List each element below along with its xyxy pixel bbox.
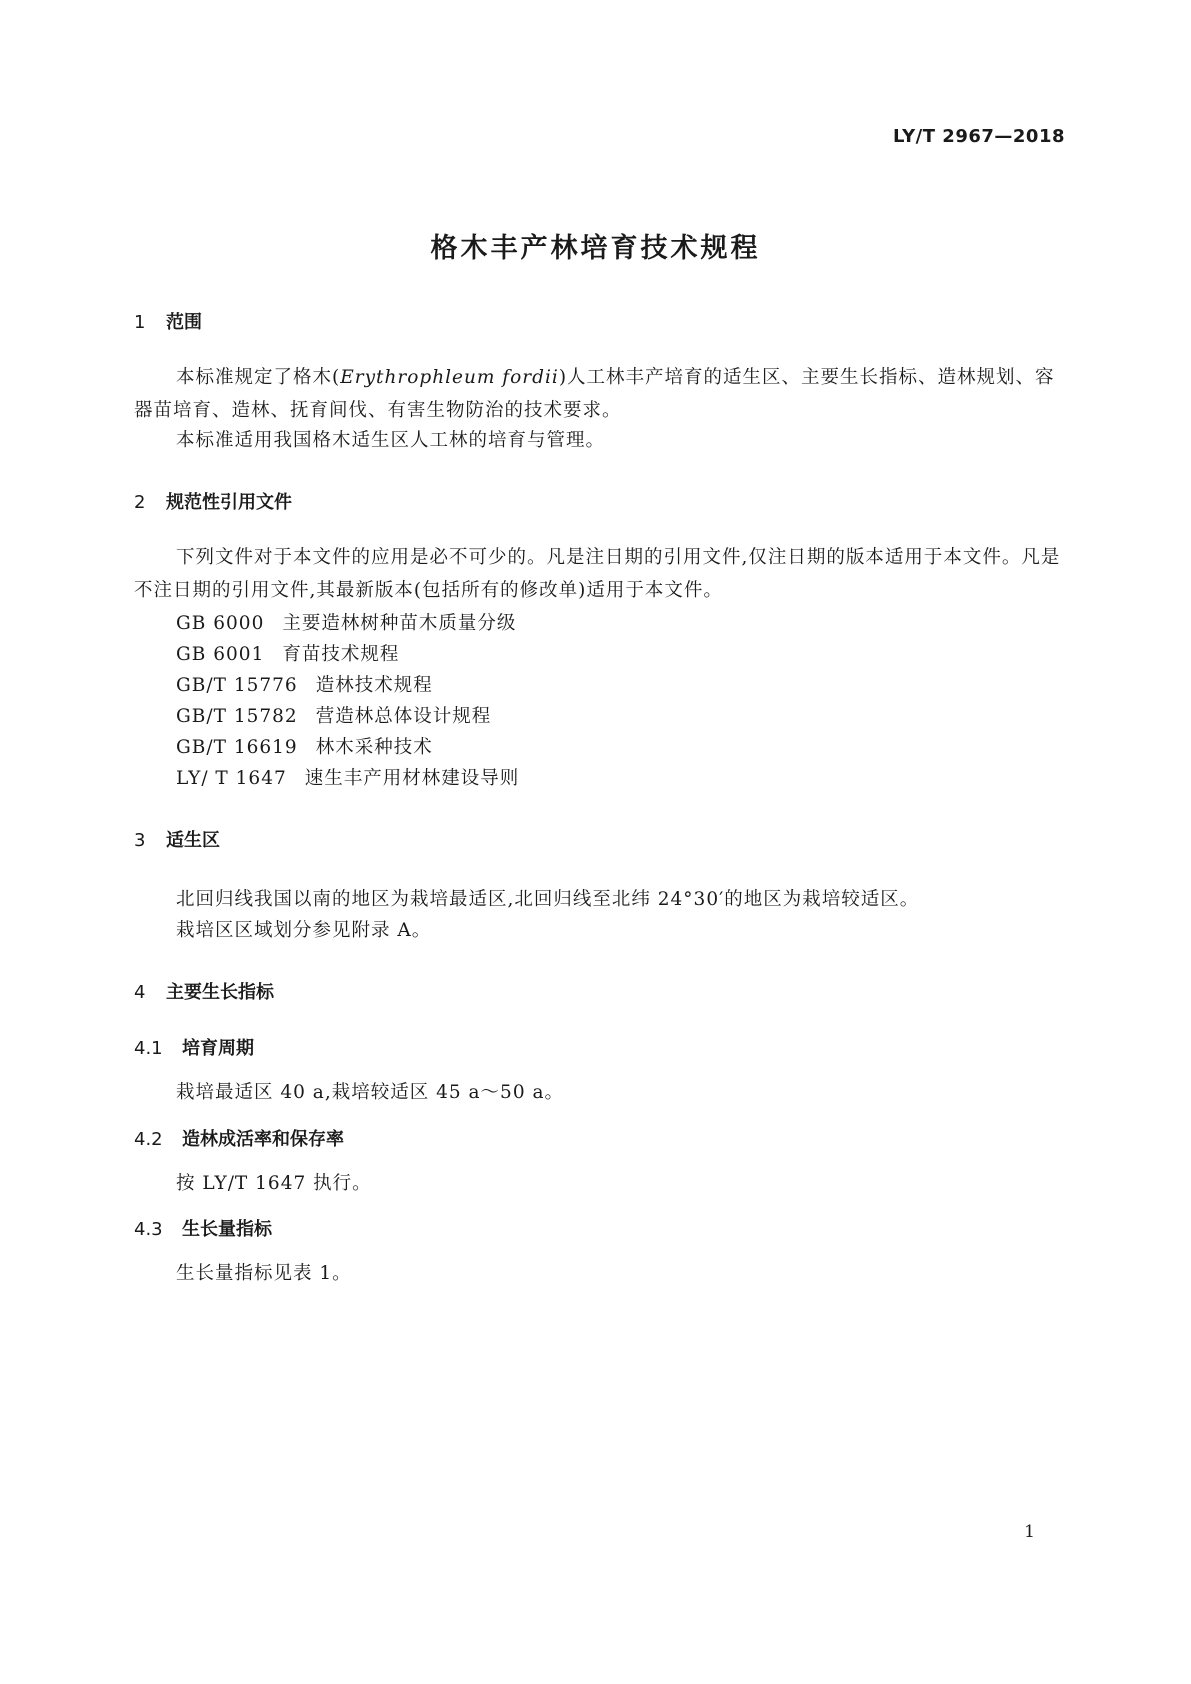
section-number: 2 xyxy=(134,492,146,513)
subsection-heading-4-1 xyxy=(134,1034,254,1060)
scope-paragraph xyxy=(134,361,1064,427)
reference-title: 造林技术规程 xyxy=(315,675,433,696)
reference-item xyxy=(176,671,433,697)
subsection-heading-4-2 xyxy=(134,1125,344,1151)
cultivation-cycle-text: 栽培最适区 40 a,栽培较适区 45 a～50 a。 xyxy=(176,1082,564,1103)
reference-item xyxy=(176,640,399,666)
zone-division-text: 栽培区区域划分参见附录 A。 xyxy=(176,920,432,941)
subsection-title: 造林成活率和保存率 xyxy=(182,1129,344,1150)
section-title: 范围 xyxy=(166,312,202,333)
applicability-paragraph: 本标准适用我国格木适生区人工林的培育与管理。 xyxy=(176,430,606,451)
reference-title: 营造林总体设计规程 xyxy=(315,706,492,727)
reference-code: GB/T 15776 xyxy=(176,675,298,696)
suitable-zone-text: 北回归线我国以南的地区为栽培最适区,北回归线至北纬 24°30′的地区为栽培较适区。 xyxy=(176,889,920,910)
scope-text-before: 本标准规定了格木( xyxy=(176,367,341,388)
reference-code: GB/T 15782 xyxy=(176,706,298,727)
reference-title: 速生丰产用材林建设导则 xyxy=(304,768,520,789)
reference-item xyxy=(176,733,433,759)
subsection-number: 4.2 xyxy=(134,1129,163,1150)
subsection-number: 4.1 xyxy=(134,1038,163,1059)
page-title: 格木丰产林培育技术规程 xyxy=(430,233,761,264)
reference-item xyxy=(176,764,519,790)
reference-title: 主要造林树种苗木质量分级 xyxy=(282,613,517,634)
section-number: 1 xyxy=(134,312,146,333)
section-title: 主要生长指标 xyxy=(166,982,274,1003)
reference-code: GB 6001 xyxy=(176,644,265,665)
subsection-title: 生长量指标 xyxy=(182,1219,272,1240)
reference-code: GB 6000 xyxy=(176,613,265,634)
section-number: 4 xyxy=(134,982,146,1003)
growth-index-text: 生长量指标见表 1。 xyxy=(176,1263,352,1284)
reference-code: LY/ T 1647 xyxy=(176,768,287,789)
references-intro-paragraph: 下列文件对于本文件的应用是必不可少的。凡是注日期的引用文件,仅注日期的版本适用于本文件。凡是不注日期的引用文件,其最新版本(包括所有的修改单)适用于本文件。 xyxy=(134,547,1061,601)
reference-code: GB/T 16619 xyxy=(176,737,298,758)
section-heading-1 xyxy=(134,308,202,334)
standard-number: LY/T 2967—2018 xyxy=(892,126,1065,147)
section-title: 规范性引用文件 xyxy=(166,492,292,513)
reference-title: 育苗技术规程 xyxy=(282,644,400,665)
section-heading-2 xyxy=(134,488,292,514)
subsection-number: 4.3 xyxy=(134,1219,163,1240)
section-heading-3 xyxy=(134,826,220,852)
section-title: 适生区 xyxy=(166,830,220,851)
section-number: 3 xyxy=(134,830,146,851)
subsection-title: 培育周期 xyxy=(182,1038,254,1059)
survival-rate-text: 按 LY/T 1647 执行。 xyxy=(176,1173,372,1194)
latin-species-name: Erythrophleum fordii xyxy=(340,367,559,388)
subsection-heading-4-3 xyxy=(134,1215,272,1241)
reference-item xyxy=(176,702,491,728)
reference-item xyxy=(176,609,516,635)
scope-text-after: )人工林丰产培育的适生区、主要生长指标、造林规划、容器苗培育、造林、抚育间伐、有害生物防治的技术要求。 xyxy=(134,367,1055,421)
section-heading-4 xyxy=(134,978,274,1004)
page-number: 1 xyxy=(1024,1522,1035,1542)
reference-title: 林木采种技术 xyxy=(315,737,433,758)
